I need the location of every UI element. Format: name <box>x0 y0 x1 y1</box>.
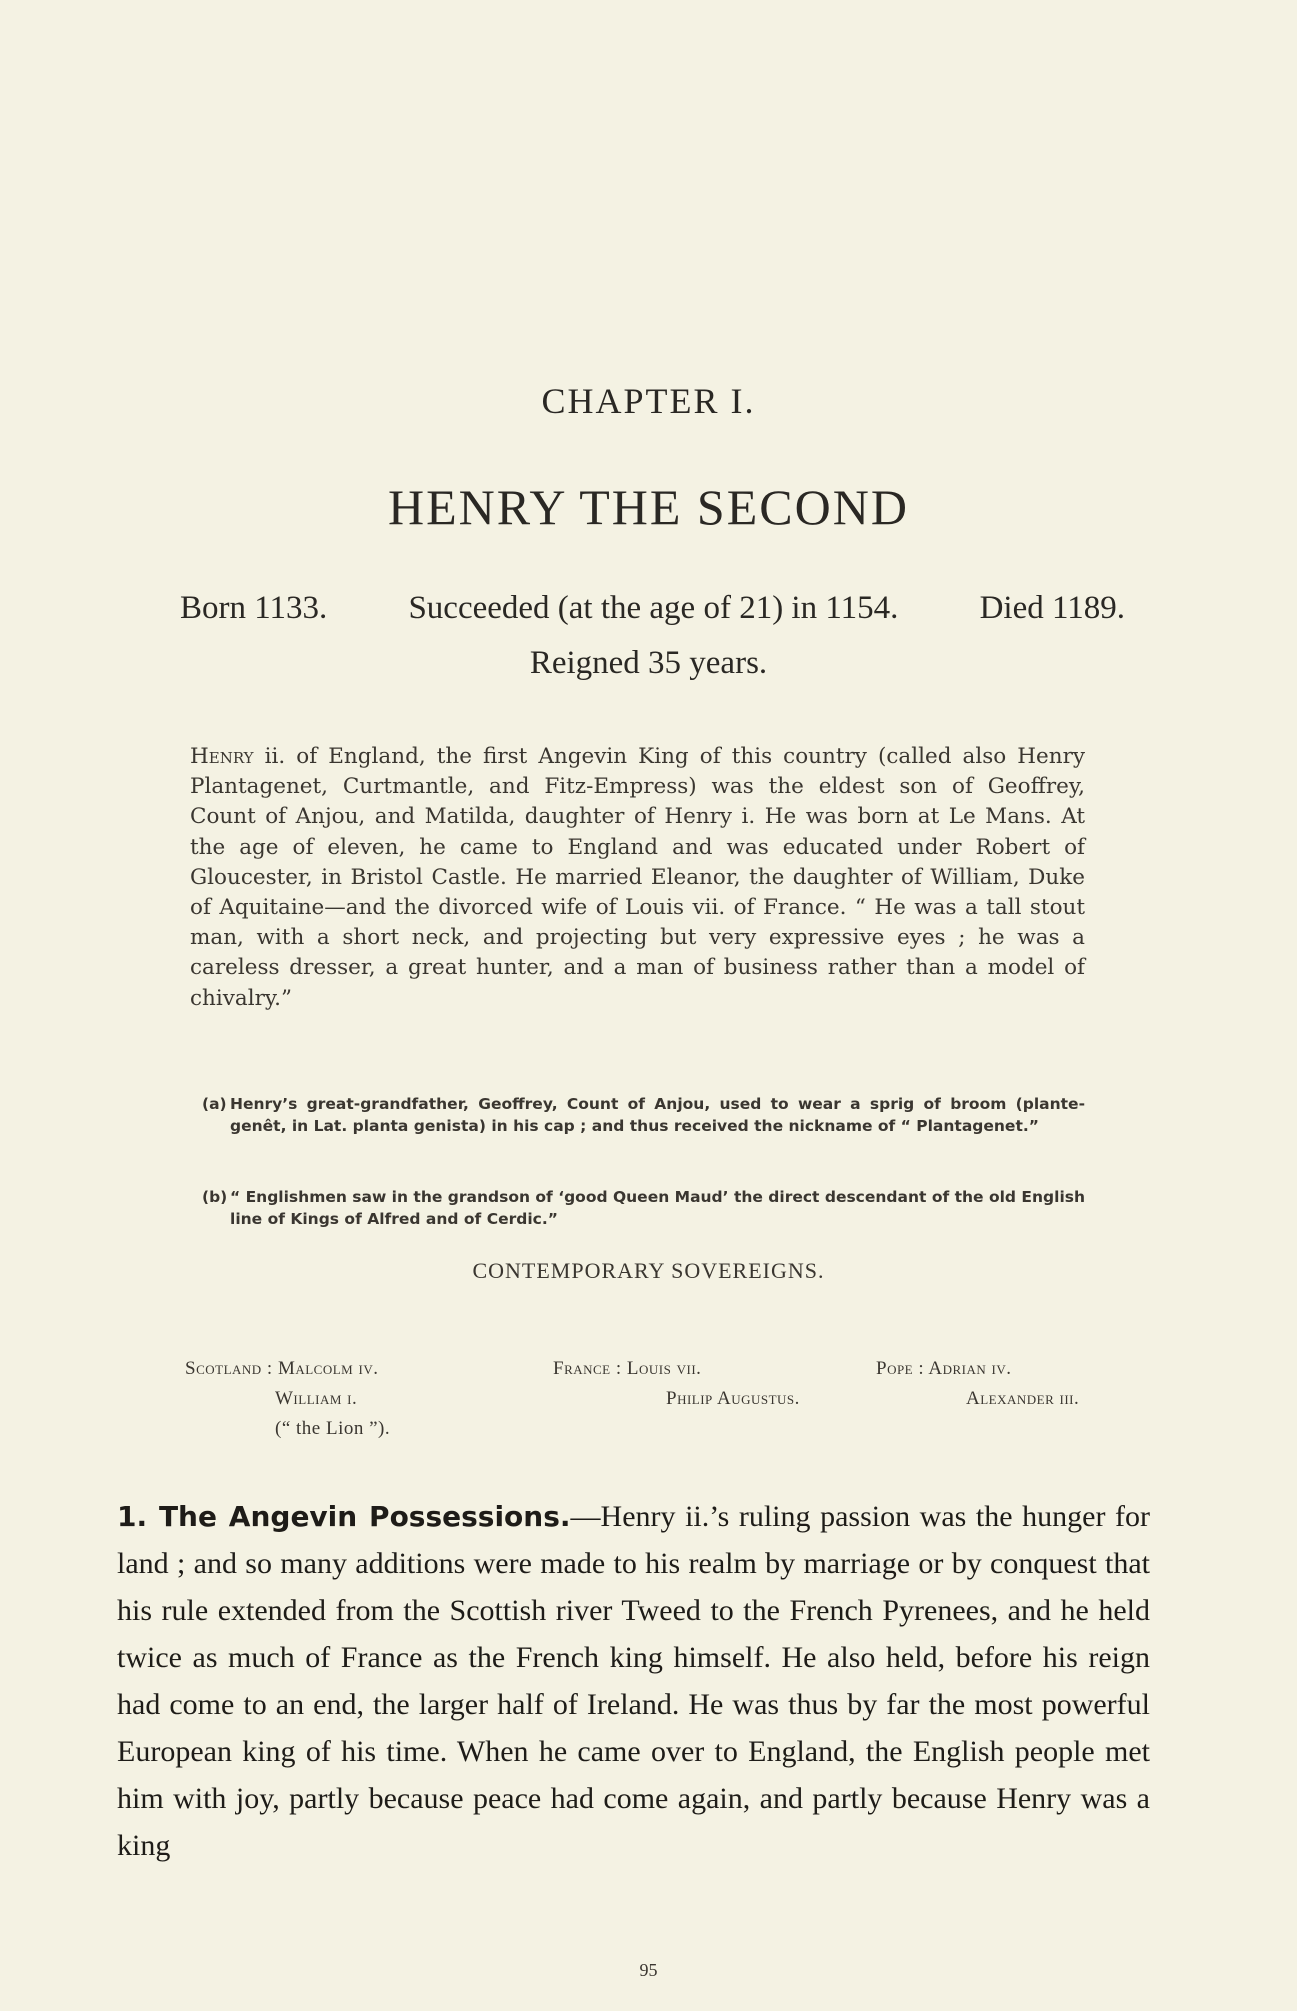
section-heading: 1. The Angevin Possessions. <box>117 1500 571 1533</box>
pope-second: Alexander iii. <box>966 1388 1080 1409</box>
section-paragraph <box>117 1493 1150 1869</box>
scotland-note: (“ the Lion ”). <box>275 1418 391 1439</box>
scotland-second: William i. <box>275 1388 358 1409</box>
succeeded-date: Succeeded (at the age of 21) in 1154. <box>408 590 899 626</box>
pope-label: Pope : <box>876 1358 925 1379</box>
sovereign-scotland <box>185 1354 390 1444</box>
intro-paragraph <box>190 742 1085 1014</box>
scotland-first: Malcolm iv. <box>277 1358 379 1379</box>
france-second: Philip Augustus. <box>666 1388 800 1409</box>
footnote-b-label: (b) <box>202 1188 228 1206</box>
scotland-label: Scotland : <box>185 1358 273 1379</box>
intro-text: ii. of England, the first Angevin King of this country (called also Henry Plantagenet, Curtmantle, and Fitz-Empress) was the eldest son of Geoffrey, Count of Anjou, and Matilda, daughter of Henry i. He was born at Le Mans. At the age of eleven, he came to England and was educated under Robert of Gloucester, in Bristol Castle. He married Eleanor, the daughter of William, Duke of Aquitaine—and the divorced wife of Louis vii. of France. “ He was a tall stout man, with a short neck, and projecting but very expressive eyes ; he was a careless dresser, a great hunter, and a man of business rather than a model of chivalry.” <box>190 744 1085 1011</box>
contemporary-heading: CONTEMPORARY SOVEREIGNS. <box>472 1258 825 1283</box>
chapter-heading: CHAPTER I. <box>541 381 756 421</box>
footnote-a-text: Henry’s great-grandfather, Geoffrey, Count of Anjou, used to wear a sprig of broom (plante-genêt, in Lat. planta genista) in his cap ; and thus received the nickname of “ Plantagenet.” <box>230 1095 1085 1135</box>
page-number: 95 <box>639 1960 658 1980</box>
chapter-title: HENRY THE SECOND <box>388 479 909 535</box>
footnote-a <box>202 1093 1085 1137</box>
sovereign-pope <box>876 1354 1079 1414</box>
footnote-b-text: “ Englishmen saw in the grandson of ‘good Queen Maud’ the direct descendant of the old English line of Kings of Alfred and of Cerdic.” <box>230 1188 1086 1228</box>
dates-line <box>180 590 1125 627</box>
pope-first: Adrian iv. <box>928 1358 1012 1379</box>
died-date: Died 1189. <box>979 590 1125 626</box>
france-label: France : <box>553 1358 622 1379</box>
sovereign-france <box>553 1354 800 1414</box>
footnote-a-label: (a) <box>202 1095 227 1113</box>
footnote-b <box>202 1186 1086 1230</box>
france-first: Louis vii. <box>626 1358 702 1379</box>
section-text: —Henry ii.’s ruling passion was the hunger for land ; and so many additions were made to his realm by marriage or by conquest that his rule extended from the Scottish river Tweed to the French Pyrenees, and he held twice as much of France as the French king himself. He also held, before his reign had come to an end, the larger half of Ireland. He was thus by far the most powerful European king of his time. When he came over to England, the English people met him with joy, partly because peace had come again, and partly because Henry was a king <box>117 1500 1150 1862</box>
intro-name: Henry <box>190 744 254 769</box>
reign-length: Reigned 35 years. <box>529 645 768 681</box>
born-date: Born 1133. <box>180 590 328 626</box>
